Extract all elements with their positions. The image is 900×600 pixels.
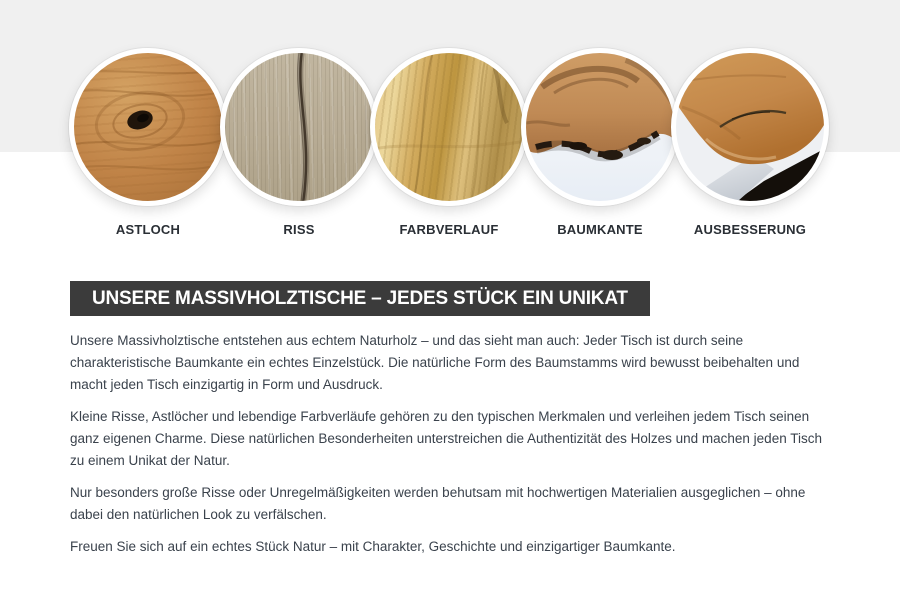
label-ausbesserung: AUSBESSERUNG [693,222,807,237]
paragraph-1: Unsere Massivholztische entstehen aus echtem Naturholz – und das sieht man auch: Jeder Tisch ist durch seine charakteristische Baumkante ein echtes Einzelstück. Die natürliche Form des Baumstamms wird bewusst beibehalten und macht jeden Tisch einzigartig in Form und Ausdruck. [70,333,800,392]
wood-sample-astloch [69,48,227,237]
paragraph-4: Freuen Sie sich auf ein echtes Stück Natur – mit Charakter, Geschichte und einzigartiger Baumkante. [70,539,676,554]
section-title: UNSERE MASSIVHOLZTISCHE – JEDES STÜCK EIN UNIKAT [70,281,650,316]
label-riss: RISS [283,222,315,237]
paragraph-2: Kleine Risse, Astlöcher und lebendige Farbverläufe gehören zu den typischen Merkmalen und verleihen jedem Tisch seinen ganz eigenen Charme. Diese natürlichen Besonderheiten unterstreichen die Authentizität des Holzes und machen jeden Tisch zu einem Unikat der Natur. [70,409,822,468]
crack-line-art [225,53,373,201]
live-edge-art [526,53,674,201]
repaired-corner-art [676,53,824,201]
wood-sample-riss [220,48,378,237]
wood-sample-farbverlauf [370,48,528,237]
riss-image [220,48,378,206]
astloch-image [69,48,227,206]
label-baumkante: BAUMKANTE [557,222,643,237]
baumkante-image [521,48,679,206]
label-farbverlauf: FARBVERLAUF [399,222,499,237]
section-body [70,330,828,568]
farbverlauf-image [370,48,528,206]
paragraph-3: Nur besonders große Risse oder Unregelmäßigkeiten werden behutsam mit hochwertigen Materialien ausgeglichen – ohne dabei den natürlichen Look zu verfälschen. [70,485,806,522]
wood-sample-ausbesserung [671,48,829,237]
ausbesserung-image [671,48,829,206]
wood-sample-baumkante [521,48,679,237]
grain-gradient-art [375,53,523,201]
knot-hole-art [74,53,222,201]
label-astloch: ASTLOCH [115,222,181,237]
